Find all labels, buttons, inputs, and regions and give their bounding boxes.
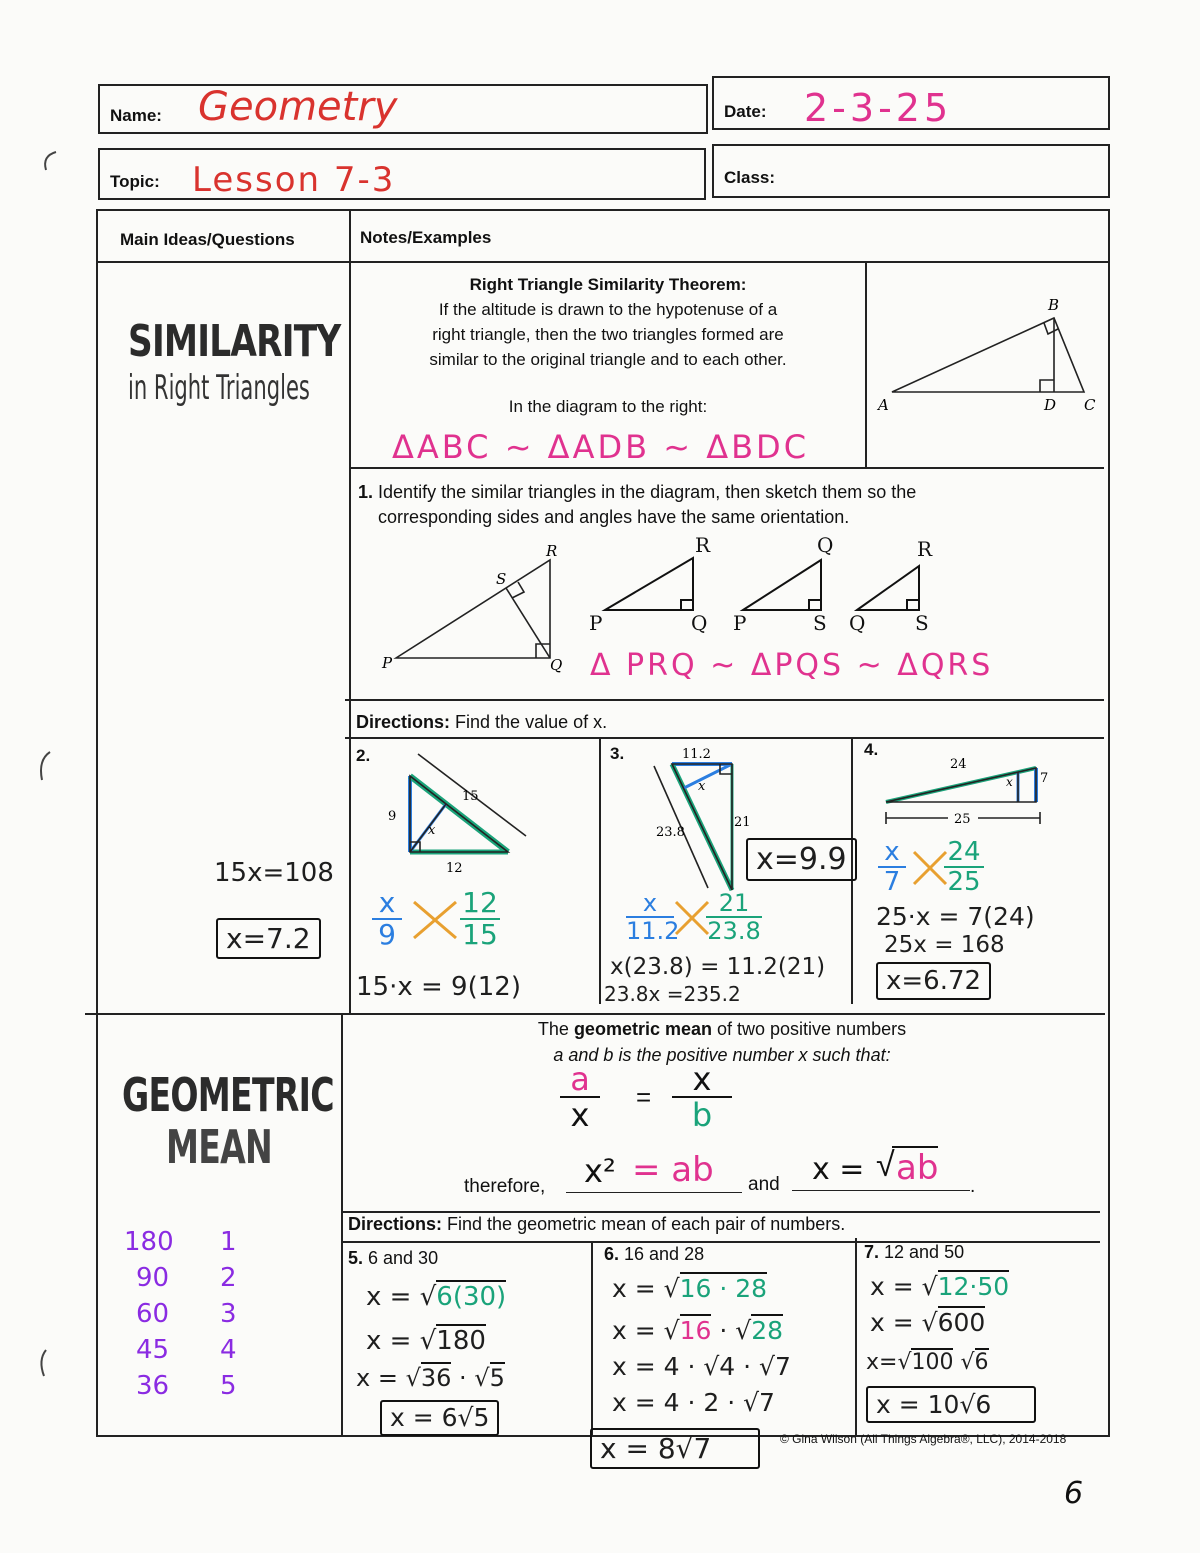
p4-step-1: 25·x = 7(24) <box>876 902 1035 931</box>
p4-ratio-right <box>944 838 984 896</box>
p2-diagram <box>370 748 540 876</box>
p3-step-2: 23.8x =235.2 <box>604 982 741 1006</box>
p4-label-b: 7 <box>1040 771 1049 786</box>
name-label: Name: <box>110 106 162 125</box>
p3-label-c: 23.8 <box>656 825 685 840</box>
sketch-1-r: R <box>695 533 711 557</box>
geo-def-post: of two positive numbers <box>712 1019 907 1039</box>
p2-ratio-left-den: 9 <box>372 918 402 950</box>
p3-ratio-left-den: 11.2 <box>626 917 680 945</box>
label-d: D <box>1044 396 1057 414</box>
similarity-title: SIMILARITY <box>128 316 341 367</box>
p4-ratio-right-den: 25 <box>944 866 984 896</box>
col-header-left: Main Ideas/Questions <box>120 230 295 249</box>
p4-label-x: x <box>1006 775 1013 789</box>
p4-ratio-left-num: x <box>884 837 900 867</box>
p3-ratio-left <box>626 889 680 945</box>
p3-ratio-right-den: 23.8 <box>707 917 761 945</box>
geo-blank-1-lhs: x² <box>584 1152 616 1190</box>
p2-answer: x=7.2 <box>216 918 321 959</box>
label-q: Q <box>550 656 563 674</box>
geo-equals: = <box>636 1082 652 1112</box>
theorem-line-3: similar to the original triangle and to each other. <box>429 350 787 369</box>
factor-row: 90 2 <box>136 1263 237 1293</box>
q1-line-1: Identify the similar triangles in the diagram, then sketch them so the <box>378 482 917 502</box>
q1-line-2: corresponding sides and angles have the same orientation. <box>378 507 850 527</box>
p6-answer: x = 8√7 <box>590 1428 760 1469</box>
geo-and: and <box>748 1174 780 1195</box>
p4-ratio-right-num: 24 <box>947 837 981 867</box>
geo-blank-2-lhs: x = <box>812 1152 865 1187</box>
p2-label-a: 9 <box>388 809 397 824</box>
topic-value: Lesson 7-3 <box>192 160 396 200</box>
copyright: © Gina Wilson (All Things Algebra®, LLC), 2014-2018 <box>780 1432 1067 1446</box>
p2-ratio-right-den: 15 <box>460 918 500 950</box>
p3-ratio-right <box>706 890 762 944</box>
geo-def-bold: geometric mean <box>573 1019 712 1039</box>
similarity-subtitle: in Right Triangles <box>128 368 310 408</box>
p4-label-a: 24 <box>950 757 967 772</box>
name-value: Geometry <box>198 84 398 130</box>
p3-label-b: 21 <box>734 815 751 830</box>
p4-label-c: 25 <box>954 812 971 827</box>
directions-1-label: Directions: <box>356 712 451 732</box>
p2-label-b: 15 <box>462 789 479 804</box>
p4-ratio-left <box>878 838 906 896</box>
factor-row: 180 1 <box>124 1227 237 1257</box>
p2-ratio-right <box>460 888 500 950</box>
geometric-title: GEOMETRIC <box>122 1068 334 1122</box>
p7-prompt: 7. 12 and 50 <box>864 1242 965 1262</box>
p3-answer: x=9.9 <box>746 838 857 881</box>
geo-frac-left <box>560 1062 600 1132</box>
label-b: B <box>1048 296 1060 314</box>
p7-step-3: x=√100 √6 <box>866 1350 989 1375</box>
p6-step-1: x = √16 · 28 <box>612 1274 768 1303</box>
p7-step-1: x = √12·50 <box>870 1272 1010 1301</box>
triangle-abc-diagram <box>870 292 1106 422</box>
p5-answer: x = 6√5 <box>380 1400 499 1436</box>
theorem-block <box>352 272 864 419</box>
diagram-note: In the diagram to the right: <box>508 397 708 416</box>
directions-2 <box>348 1214 845 1235</box>
geo-blank-2-line <box>792 1190 970 1191</box>
p6-step-2: x = √16 · √28 <box>612 1316 783 1345</box>
directions-1 <box>356 712 607 733</box>
directions-2-label: Directions: <box>348 1214 443 1234</box>
p3-ratio-left-num: x <box>642 889 658 917</box>
p5-step-2: x = √180 <box>366 1326 486 1356</box>
sketch-2-q: Q <box>817 533 834 557</box>
p2-num: 2. <box>356 746 371 765</box>
q1-text <box>358 480 916 530</box>
geo-frac-b: b <box>672 1096 732 1132</box>
p6-step-4: x = 4 · 2 · √7 <box>612 1388 775 1417</box>
factor-row: 36 5 <box>136 1371 237 1401</box>
geo-frac-x1: x <box>560 1096 600 1132</box>
p2-side-step: 15x=108 <box>214 858 334 888</box>
factor-row: 45 4 <box>136 1335 237 1365</box>
label-r: R <box>546 542 558 560</box>
geo-therefore: therefore, <box>464 1176 546 1197</box>
p2-cross-multiply <box>410 892 460 948</box>
geo-frac-x2: x <box>692 1060 712 1098</box>
sketch-3-r: R <box>917 537 933 561</box>
p3-ratio-right-num: 21 <box>718 889 750 917</box>
geo-radical-sign: √ <box>876 1146 895 1184</box>
p4-num: 4. <box>864 740 879 759</box>
p2-ratio-left <box>372 888 402 950</box>
col-header-right: Notes/Examples <box>360 228 492 247</box>
label-c: C <box>1084 396 1096 414</box>
sketch-1-q: Q <box>691 611 708 635</box>
label-p: P <box>382 654 393 672</box>
factor-list <box>124 1224 237 1404</box>
page-number: 6 <box>1064 1476 1084 1511</box>
p3-label-a: 11.2 <box>682 747 711 762</box>
date-label: Date: <box>724 102 767 121</box>
theorem-title: Right Triangle Similarity Theorem: <box>469 275 747 294</box>
directions-1-text: Find the value of x. <box>450 712 608 732</box>
geo-def-line-2: a and b is the positive number x such that: <box>553 1045 891 1065</box>
label-s: S <box>496 570 507 588</box>
sketch-1-p: P <box>589 611 603 635</box>
label-a: A <box>878 396 889 414</box>
date-value: 2-3-25 <box>804 86 953 130</box>
geo-blank-2-rhs: ab <box>892 1146 938 1188</box>
theorem-line-1: If the altitude is drawn to the hypotenuse of a <box>438 300 778 319</box>
geo-def-pre: The <box>537 1019 574 1039</box>
p2-ratio-left-num: x <box>378 886 396 919</box>
q1-num: 1. <box>358 482 374 502</box>
p4-ratio-left-den: 7 <box>878 866 906 896</box>
q1-answer: Δ PRQ ~ ΔPQS ~ ΔQRS <box>590 648 994 683</box>
topic-label: Topic: <box>110 172 160 191</box>
directions-2-text: Find the geometric mean of each pair of numbers. <box>442 1214 846 1234</box>
geo-blank-1-rhs: = ab <box>632 1150 714 1190</box>
factor-row: 60 3 <box>136 1299 237 1329</box>
p3-num: 3. <box>610 744 625 763</box>
triangle-pqr-diagram <box>370 540 580 680</box>
p5-step-3: x = √36 · √5 <box>356 1364 505 1392</box>
p6-step-3: x = 4 · √4 · √7 <box>612 1352 791 1381</box>
p5-prompt: 5. 6 and 30 <box>348 1248 439 1268</box>
p4-diagram <box>880 754 1060 826</box>
p2-label-x: x <box>428 823 436 838</box>
sketched-triangles <box>585 530 955 640</box>
p3-label-x: x <box>698 779 706 794</box>
geo-frac-right <box>672 1062 732 1132</box>
p7-answer: x = 10√6 <box>866 1386 1036 1423</box>
p2-ratio-right-num: 12 <box>462 886 498 919</box>
sketch-3-q: Q <box>849 611 866 635</box>
p4-step-2: 25x = 168 <box>884 932 1005 958</box>
geo-period: . <box>970 1176 976 1197</box>
p2-step-1: 15·x = 9(12) <box>356 972 521 1002</box>
theorem-line-2: right triangle, then the two triangles formed are <box>432 325 784 344</box>
geo-blank-1-line <box>566 1192 742 1193</box>
sketch-3-s: S <box>915 611 929 635</box>
similar-triangles-answer: ΔABC ~ ΔADB ~ ΔBDC <box>392 428 810 466</box>
p3-diagram <box>640 742 760 902</box>
p5-step-1: x = √6(30) <box>366 1282 507 1312</box>
p3-step-1: x(23.8) = 11.2(21) <box>610 954 826 980</box>
sketch-2-p: P <box>733 611 747 635</box>
geo-frac-a: a <box>570 1060 590 1098</box>
p2-label-c: 12 <box>446 861 463 876</box>
class-label: Class: <box>724 168 776 187</box>
geo-definition <box>344 1016 1100 1068</box>
sketch-2-s: S <box>813 611 827 635</box>
mean-title: MEAN <box>166 1120 273 1174</box>
p4-answer: x=6.72 <box>876 962 991 1000</box>
p7-step-2: x = √600 <box>870 1308 986 1337</box>
p6-prompt: 6. 16 and 28 <box>604 1244 705 1264</box>
